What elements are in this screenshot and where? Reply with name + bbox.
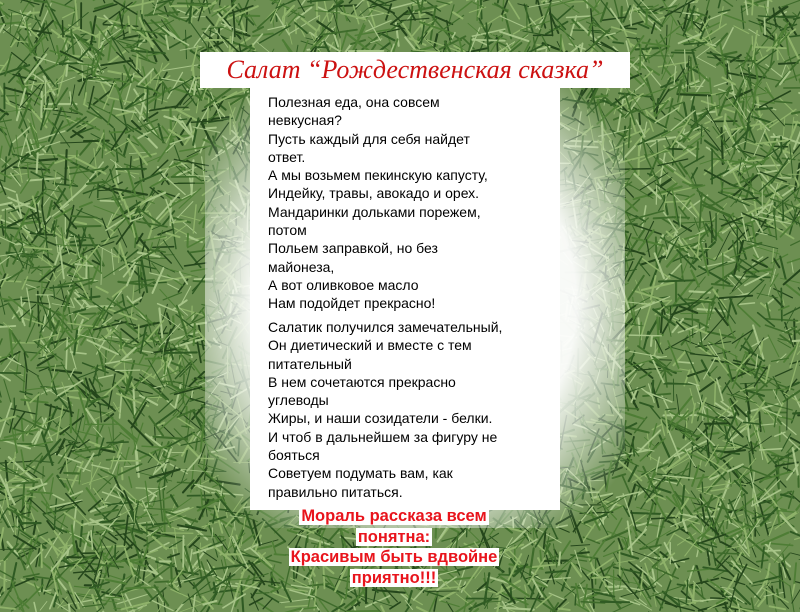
moral-line <box>264 547 524 568</box>
poem-stanza-2 <box>268 318 558 501</box>
moral-text <box>264 506 524 602</box>
poem-line: Он диетический и вместе с тем <box>268 337 472 354</box>
poem-line: В нем сочетаются прекрасно <box>268 373 456 390</box>
poem-line: невкусная? <box>268 112 342 129</box>
poem-line: правильно питаться. <box>268 483 403 500</box>
poem-stanza-1 <box>268 93 558 313</box>
poem-line: углеводы <box>268 392 329 409</box>
moral-line <box>264 506 524 527</box>
poem-textbox <box>256 90 548 504</box>
moral-line-text: понятна: <box>357 527 431 546</box>
poem-line: Польем заправкой, но без <box>268 240 438 257</box>
poem-line: А вот оливковое масло <box>268 276 419 293</box>
moral-line-text: приятно!!! <box>351 568 437 587</box>
poem-line: Салатик получился замечательный, <box>268 319 503 335</box>
poem-line: И чтоб в дальнейшем за фигуру не <box>268 428 498 445</box>
poem-line: Индейку, травы, авокадо и орех. <box>268 185 480 202</box>
moral-line-text: Красивым быть вдвойне <box>290 548 498 566</box>
moral-line-text: Мораль рассказа всем <box>301 507 487 525</box>
poem-line: Полезная еда, она совсем <box>268 94 440 110</box>
poem-line: потом <box>268 222 307 239</box>
poem-line: майонеза, <box>268 258 335 275</box>
poem-line: Пусть каждый для себя найдет <box>268 130 470 147</box>
poem-line: питательный <box>268 355 352 372</box>
poem-line: А мы возьмем пекинскую капусту, <box>268 167 488 184</box>
poem-line: Советуем подумать вам, как <box>268 465 453 482</box>
page-title: Салат “Рождественская сказка” <box>200 52 630 88</box>
poem-line: Жиры, и наши созидатели - белки. <box>268 410 493 427</box>
poem-line: Нам подойдет прекрасно! <box>268 295 436 312</box>
moral-line <box>264 527 524 548</box>
poem-line: Мандаринки дольками порежем, <box>268 203 481 220</box>
moral-line <box>264 568 524 589</box>
poem-line: бояться <box>268 447 320 464</box>
poem-line: ответ. <box>268 148 306 165</box>
